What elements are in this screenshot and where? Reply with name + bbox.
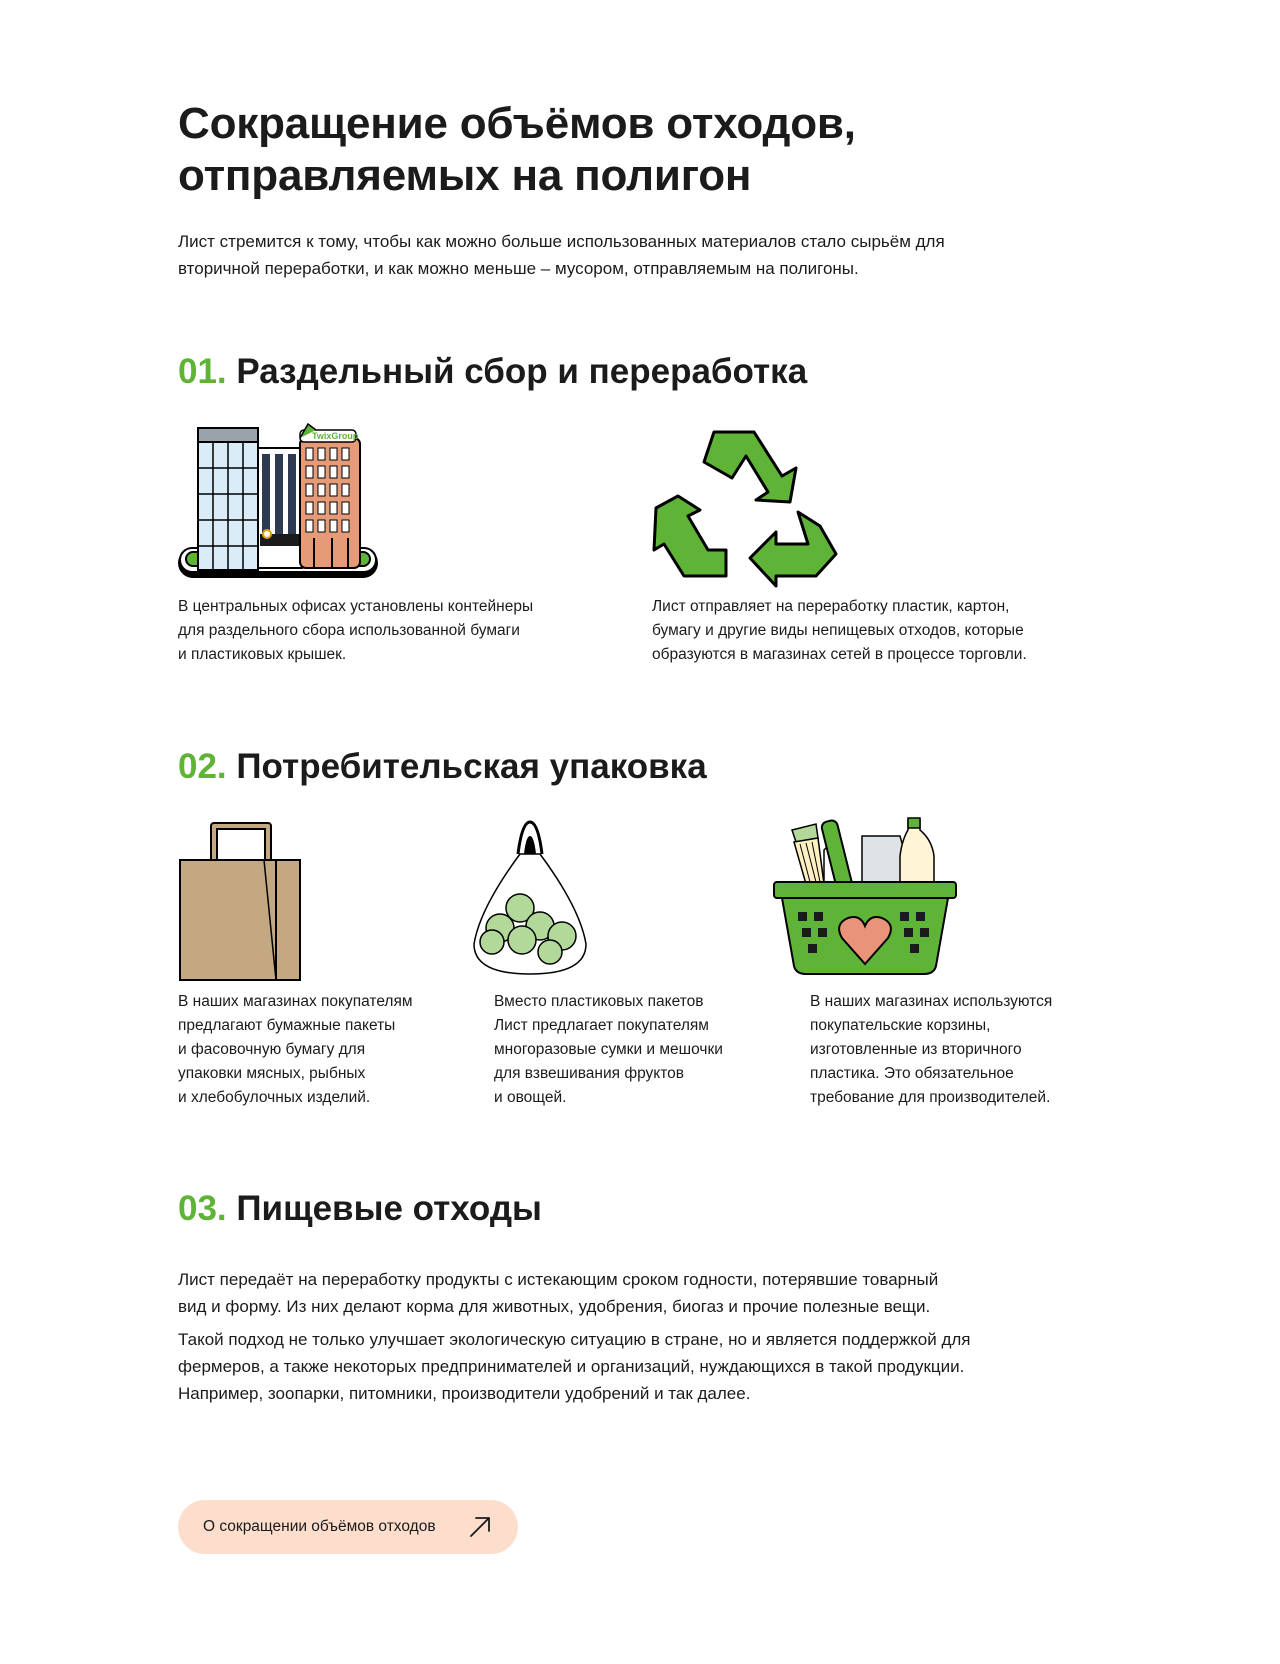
- section-1-number: 01.: [178, 352, 227, 391]
- food-waste-paragraph-1: Лист передаёт на переработку продукты с истекающим сроком годности, потерявшие товарный вид и форму. Из них делают корма для животных, удобрения, биогаз и прочие полезные вещи.: [178, 1270, 939, 1316]
- intro-paragraph: Лист стремится к тому, чтобы как можно больше использованных материалов стало сырьём для вторичной переработки, и как можно меньше – мусором, отправляемым на полигоны.: [178, 232, 945, 278]
- caption-office: В центральных офисах установлены контейнеры для раздельного сбора использованной бумаги и пластиковых крышек.: [178, 598, 534, 663]
- recycle-icon: [648, 426, 838, 588]
- section-1-title: [178, 351, 807, 393]
- page-title: Сокращение объёмов отходов, отправляемых на полигон: [178, 99, 856, 200]
- section-3-title: [178, 1188, 542, 1230]
- caption-paper-bag: В наших магазинах покупателям предлагают бумажные пакеты и фасовочную бумагу для упаковки мясных, рыбных и хлебобулочных изделий.: [178, 993, 413, 1106]
- office-building-icon: [176, 420, 386, 586]
- shopping-basket-icon: [772, 816, 958, 980]
- arrow-up-right-icon: [468, 1515, 492, 1544]
- section-1-heading: Раздельный сбор и переработка: [236, 352, 808, 391]
- paper-bag-icon: [176, 820, 306, 984]
- building-sign: TwixGroup: [312, 431, 359, 441]
- waste-reduction-link-button[interactable]: [178, 1500, 518, 1554]
- caption-mesh-bag: Вместо пластиковых пакетов Лист предлагает покупателям многоразовые сумки и мешочки для взвешивания фруктов и овощей.: [494, 993, 723, 1106]
- section-2-heading: Потребительская упаковка: [236, 747, 707, 786]
- cta-label: О сокращении объёмов отходов: [203, 1518, 436, 1535]
- food-waste-paragraph-2: Такой подход не только улучшает экологическую ситуацию в стране, но и является поддержкой для фермеров, а также некоторых предпринимателей и организаций, нуждающихся в такой продукции. Например, зоопарки, питомники, производители удобрений и так далее.: [178, 1330, 971, 1403]
- section-3-number: 03.: [178, 1189, 227, 1228]
- mesh-bag-icon: [470, 818, 590, 982]
- caption-recycle: Лист отправляет на переработку пластик, картон, бумагу и другие виды непищевых отходов, которые образуются в магазинах сетей в процессе торговли.: [652, 598, 1027, 663]
- section-2-number: 02.: [178, 747, 227, 786]
- section-2-title: [178, 746, 707, 788]
- caption-basket: В наших магазинах используются покупательские корзины, изготовленные из вторичного пластика. Это обязательное требование для производителей.: [810, 993, 1053, 1106]
- section-3-heading: Пищевые отходы: [236, 1189, 542, 1228]
